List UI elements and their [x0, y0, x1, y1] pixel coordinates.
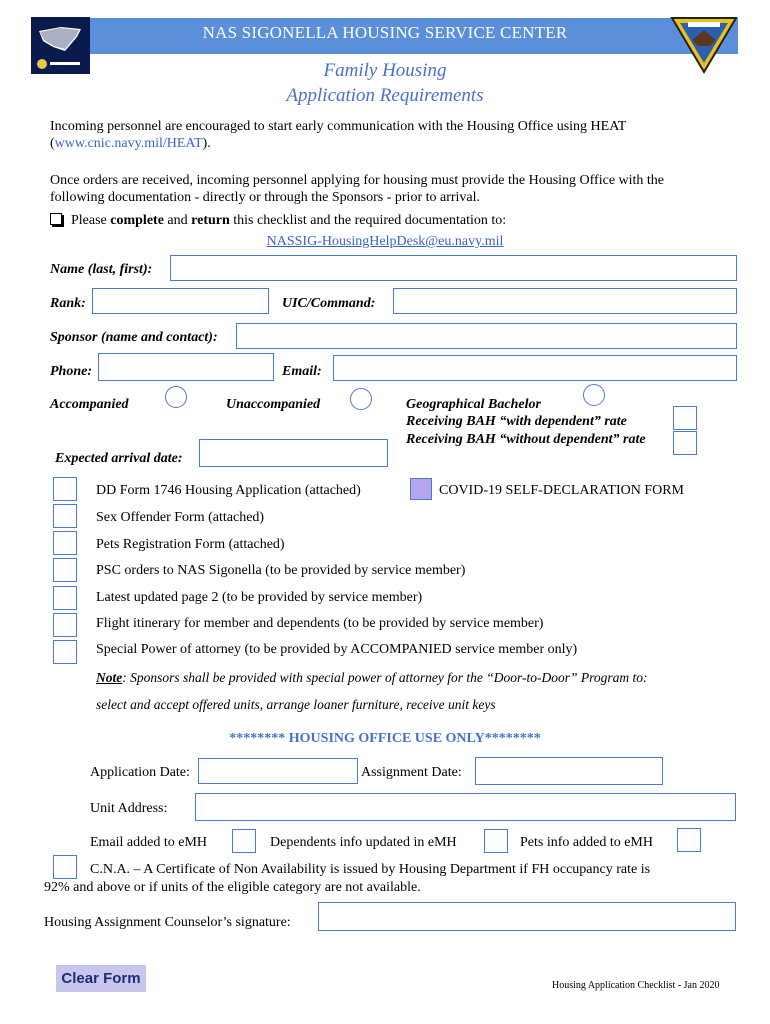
intro-line2	[50, 135, 211, 152]
unaccompanied-label: Unaccompanied	[226, 397, 321, 412]
phone-input[interactable]	[98, 353, 274, 381]
form-subtitle-line2: Application Requirements	[286, 85, 484, 106]
email-label: Email:	[282, 364, 322, 379]
instruction-return: return	[191, 213, 230, 228]
phone-label: Phone:	[50, 364, 92, 379]
office-use-title: ******** HOUSING OFFICE USE ONLY********	[229, 731, 541, 746]
ballot-box-icon	[50, 213, 62, 225]
uic-input[interactable]	[393, 288, 737, 314]
bah-without-label: Receiving BAH “without dependent” rate	[406, 432, 646, 447]
paren-open: (	[50, 136, 55, 151]
accompanied-radio[interactable]	[165, 386, 187, 408]
signature-input[interactable]	[318, 902, 736, 931]
instruction-prefix: Please	[71, 213, 111, 228]
heat-link[interactable]: www.cnic.navy.mil/HEAT	[54, 136, 203, 151]
covid-form-label: COVID-19 SELF-DECLARATION FORM	[439, 483, 685, 498]
covid-checkbox[interactable]	[410, 478, 432, 500]
email-input[interactable]	[333, 355, 737, 381]
accompanied-label: Accompanied	[50, 397, 129, 412]
checklist-checkbox-1[interactable]	[53, 477, 77, 501]
sponsor-label: Sponsor (name and contact):	[50, 330, 218, 345]
footer-note: Housing Application Checklist - Jan 2020	[552, 980, 720, 991]
checklist-item-7: Special Power of attorney (to be provided by ACCOMPANIED service member only)	[96, 642, 578, 657]
assignment-date-label: Assignment Date:	[361, 765, 462, 780]
checklist-item-6: Flight itinerary for member and dependents (to be provided by service member)	[96, 616, 544, 631]
checklist-item-5: Latest updated page 2 (to be provided by service member)	[96, 590, 423, 605]
unaccompanied-radio[interactable]	[350, 388, 372, 410]
note-label: Note	[96, 670, 123, 685]
header-title: NAS SIGONELLA HOUSING SERVICE CENTER	[202, 23, 568, 42]
checklist-checkbox-3[interactable]	[53, 531, 77, 555]
emh-dependents-checkbox[interactable]	[484, 829, 508, 853]
intro-para2-line1: Once orders are received, incoming personnel applying for housing must provide the Housing Office with the	[50, 173, 665, 188]
checklist-item-4: PSC orders to NAS Sigonella (to be provided by service member)	[96, 563, 466, 578]
rank-label: Rank:	[50, 296, 86, 311]
arrival-date-label: Expected arrival date:	[55, 451, 183, 466]
instruction-suffix: this checklist and the required documentation to:	[229, 213, 507, 228]
signature-label: Housing Assignment Counselor’s signature:	[44, 915, 291, 930]
checklist-checkbox-5[interactable]	[53, 586, 77, 610]
unit-address-label: Unit Address:	[90, 801, 168, 816]
helpdesk-email-link[interactable]: NASSIG-HousingHelpDesk@eu.navy.mil	[266, 234, 504, 249]
intro-para2-line2: following documentation - directly or through the Sponsors - prior to arrival.	[50, 190, 481, 205]
instruction-and: and	[163, 213, 192, 228]
arrival-date-input[interactable]	[199, 439, 388, 467]
checklist-checkbox-2[interactable]	[53, 504, 77, 528]
clear-form-button[interactable]: Clear Form	[56, 965, 146, 992]
emh-pets-checkbox[interactable]	[677, 828, 701, 852]
checklist-checkbox-7[interactable]	[53, 640, 77, 664]
application-date-input[interactable]	[198, 758, 358, 784]
rank-input[interactable]	[92, 288, 269, 314]
emh-email-label: Email added to eMH	[90, 835, 208, 850]
bah-with-checkbox[interactable]	[673, 406, 697, 430]
geo-bachelor-label: Geographical Bachelor	[406, 397, 541, 412]
bah-without-checkbox[interactable]	[673, 431, 697, 455]
form-subtitle-line1: Family Housing	[323, 60, 447, 81]
checklist-item-2: Sex Offender Form (attached)	[96, 510, 265, 525]
sponsor-input[interactable]	[236, 323, 737, 349]
bah-with-label: Receiving BAH “with dependent” rate	[406, 414, 627, 429]
intro-line1: Incoming personnel are encouraged to start early communication with the Housing Office using HEAT	[50, 119, 627, 134]
assignment-date-input[interactable]	[475, 757, 663, 785]
checklist-item-3: Pets Registration Form (attached)	[96, 537, 285, 552]
note-line2: select and accept offered units, arrange loaner furniture, receive unit keys	[96, 697, 496, 712]
emh-pets-label: Pets info added to eMH	[520, 835, 653, 850]
instruction-line	[50, 212, 506, 229]
paren-close: ).	[202, 136, 211, 151]
cna-checkbox[interactable]	[53, 855, 77, 879]
emh-dependents-label: Dependents info updated in eMH	[270, 835, 457, 850]
cna-line1: C.N.A. – A Certificate of Non Availability is issued by Housing Department if FH occupancy rate is	[90, 862, 651, 877]
checklist-item-1: DD Form 1746 Housing Application (attached)	[96, 483, 361, 498]
note-line1	[96, 670, 647, 686]
note-text1: : Sponsors shall be provided with special power of attorney for the “Door-to-Door” Program to:	[122, 670, 648, 685]
unit-address-input[interactable]	[195, 793, 736, 821]
cna-line2: 92% and above or if units of the eligible category are not available.	[44, 880, 421, 895]
checklist-checkbox-4[interactable]	[53, 558, 77, 582]
name-input[interactable]	[170, 255, 737, 281]
application-date-label: Application Date:	[90, 765, 190, 780]
uic-label: UIC/Command:	[282, 296, 376, 311]
geo-bachelor-radio[interactable]	[583, 384, 605, 406]
checklist-checkbox-6[interactable]	[53, 613, 77, 637]
name-label: Name (last, first):	[50, 262, 153, 277]
instruction-complete: complete	[110, 213, 164, 228]
emh-email-checkbox[interactable]	[232, 829, 256, 853]
